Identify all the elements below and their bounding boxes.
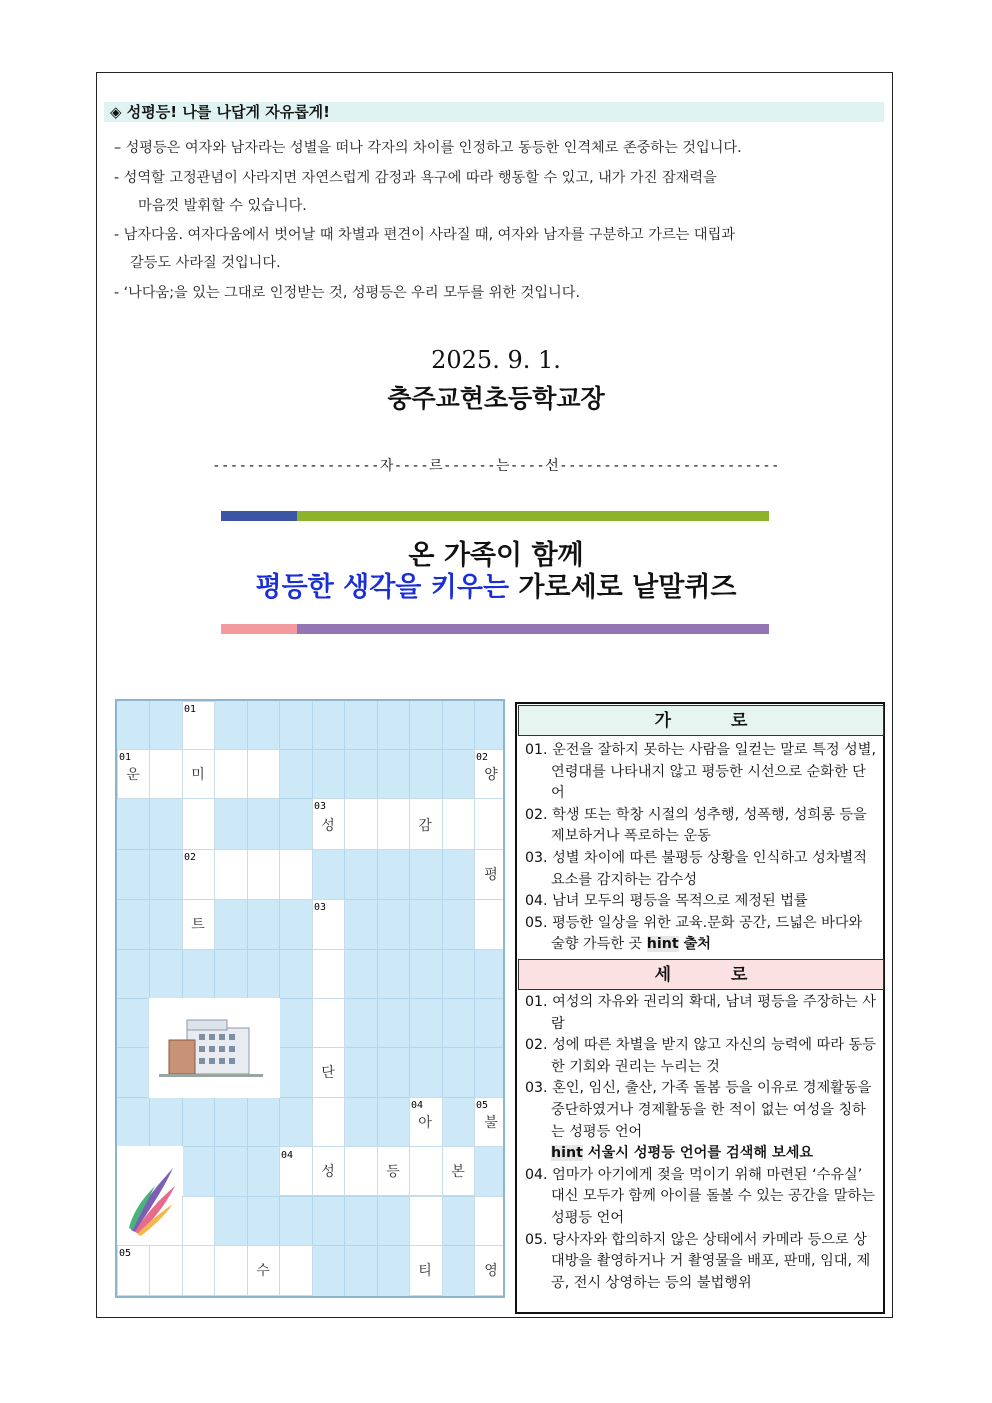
crossword-cell[interactable] bbox=[344, 798, 378, 850]
decor-bar-top-right bbox=[297, 511, 769, 521]
across-clue-1: 01. 운전을 잘하지 못하는 사람을 일컫는 말로 특정 성별, 연령대를 나타내지 않고 평등한 시선으로 순화한 단어 bbox=[525, 742, 876, 802]
quiz-title-line2 bbox=[0, 570, 992, 606]
down-clue-2: 02. 성에 따른 차별을 받지 않고 자신의 능력에 따라 동등한 기회와 권리는 누리는 것 bbox=[525, 1037, 876, 1075]
crossword-cell[interactable] bbox=[247, 749, 280, 799]
crossword-cell[interactable] bbox=[344, 1146, 378, 1196]
crossword-letter: 성 bbox=[321, 1164, 335, 1180]
across-clue-5-text: 05. 평등한 일상을 위한 교육.문화 공간, 드넓은 바다와 술향 가득한 곳 bbox=[525, 914, 863, 953]
crossword-cell[interactable] bbox=[279, 1245, 313, 1296]
across-clue-2: 02. 학생 또는 학창 시절의 성추행, 성폭행, 성희롱 등을 제보하거나 폭로하는 운동 bbox=[525, 806, 867, 845]
clue-number: 02 bbox=[476, 752, 489, 763]
principal-signature: 충주교현초등학교장 bbox=[387, 384, 605, 413]
cut-line: -------------------자----르------는----선------------------------- bbox=[212, 458, 780, 474]
crossword-letter: 단 bbox=[321, 1065, 335, 1081]
quiz-title-line1: 온 가족이 함께 bbox=[408, 540, 584, 571]
clue-number: 03 bbox=[314, 801, 327, 812]
crossword-cell[interactable] bbox=[377, 798, 410, 850]
school-building-image bbox=[149, 998, 280, 1098]
quiz-title-rest: 가로세로 낱말퀴즈 bbox=[509, 572, 737, 603]
section-title-text: 성평등! 나를 나답게 자유롭게! bbox=[126, 103, 331, 121]
crossword-letter: 등 bbox=[386, 1164, 400, 1180]
school-building-icon bbox=[149, 998, 280, 1098]
decor-bar-top-left bbox=[221, 511, 297, 521]
decor-bar-bottom-right bbox=[297, 624, 769, 634]
crossword-cell[interactable] bbox=[247, 849, 280, 900]
across-clues bbox=[525, 740, 879, 956]
crossword-cell[interactable] bbox=[474, 1196, 505, 1246]
clue-number: 01 bbox=[184, 704, 197, 715]
crossword-letter: 불 bbox=[484, 1115, 498, 1131]
down-clue-3: 03. 혼인, 임신, 출산, 가족 돌봄 등을 이유로 경제활동을 중단하였거나 경제활동을 한 적이 없는 여성을 칭하는 성평등 언어 bbox=[525, 1080, 872, 1140]
across-clue-5 bbox=[525, 913, 879, 956]
brush-logo-icon bbox=[117, 1146, 183, 1246]
crossword-letter: 아 bbox=[418, 1115, 432, 1131]
crossword-letter: 감 bbox=[418, 818, 432, 834]
crossword-letter: 운 bbox=[126, 767, 140, 783]
crossword-letter: 평 bbox=[484, 867, 498, 883]
crossword-cell[interactable] bbox=[149, 749, 183, 799]
crossword-cell[interactable] bbox=[409, 1146, 443, 1196]
crossword-letter: 티 bbox=[418, 1263, 432, 1279]
paragraph-1: – 성평등은 여자와 남자라는 성별을 떠나 각자의 차이를 인정하고 동등한 인격체로 존중하는 것입니다. bbox=[114, 140, 742, 156]
crossword-cell[interactable] bbox=[442, 798, 475, 850]
clues-panel bbox=[515, 702, 885, 1314]
crossword-letter: 영 bbox=[484, 1263, 498, 1279]
across-clue-5-source: 출처 bbox=[678, 936, 711, 953]
crossword-letter: 본 bbox=[451, 1164, 465, 1180]
across-heading: 가로 bbox=[518, 705, 884, 736]
crossword-cell[interactable] bbox=[409, 1196, 443, 1246]
crossword-cell[interactable] bbox=[474, 798, 505, 850]
paragraph-3: - 남자다움. 여자다움에서 벗어날 때 차별과 편견이 사라질 때, 여자와 남자를 구분하고 가르는 대립과 bbox=[114, 227, 735, 243]
crossword-letter: 성 bbox=[321, 818, 335, 834]
crossword-letter: 양 bbox=[484, 767, 498, 783]
paragraph-2: - 성역할 고정관념이 사라지면 자연스럽게 감정과 욕구에 따라 행동할 수 있고, 내가 가진 잠재력을 bbox=[114, 170, 717, 186]
crossword-letter: 트 bbox=[191, 917, 205, 933]
decor-bar-bottom-left bbox=[221, 624, 297, 634]
paragraph-3-cont: 갈등도 사라질 것입니다. bbox=[130, 255, 281, 271]
crossword-cell[interactable] bbox=[312, 1097, 345, 1147]
clue-number: 03 bbox=[314, 902, 327, 913]
crossword-cell[interactable] bbox=[279, 849, 313, 900]
crossword-cell[interactable] bbox=[182, 798, 215, 850]
across-clue-3: 03. 성별 차이에 따른 불평등 상황을 인식하고 성차별적 요소를 감지하는 감수성 bbox=[525, 849, 867, 888]
clue-number: 05 bbox=[119, 1248, 132, 1259]
down-hint-text: 서울시 성평등 언어를 검색해 보세요 bbox=[582, 1145, 814, 1162]
crossword-cell[interactable] bbox=[312, 998, 345, 1048]
paragraph-4: - ‘나다움;을 있는 그대로 인정받는 것, 성평등은 우리 모두를 위한 것입니다. bbox=[114, 285, 580, 301]
crossword-letter: 수 bbox=[256, 1263, 270, 1279]
clue-number: 04 bbox=[281, 1150, 294, 1161]
paragraph-2-cont: 마음껏 발휘할 수 있습니다. bbox=[138, 198, 307, 214]
crossword-cell[interactable] bbox=[474, 899, 505, 950]
down-heading: 세로 bbox=[518, 959, 884, 990]
across-clue-4: 04. 남녀 모두의 평등을 목적으로 제정된 법률 bbox=[525, 893, 808, 910]
crossword-cell[interactable] bbox=[312, 949, 345, 999]
crossword-cell[interactable] bbox=[149, 1245, 183, 1296]
crossword-letter: 미 bbox=[191, 767, 205, 783]
down-clue-4: 04. 엄마가 아기에게 젖을 먹이기 위해 마련된 ‘수유실’ 대신 모두가 함께 아이를 돌볼 수 있는 공간을 말하는 성평등 언어 bbox=[525, 1166, 875, 1226]
down-clues bbox=[525, 992, 879, 1294]
diamond-bullet-icon: ◈ bbox=[110, 103, 122, 121]
hint-label: hint bbox=[646, 936, 679, 953]
clue-number: 04 bbox=[411, 1100, 424, 1111]
down-clue-1: 01. 여성의 자유와 권리의 확대, 남녀 평등을 주장하는 사람 bbox=[525, 994, 876, 1032]
crossword-cell[interactable] bbox=[214, 749, 248, 799]
clue-number: 01 bbox=[119, 752, 132, 763]
hint-label: hint bbox=[551, 1145, 583, 1162]
crossword-cell[interactable] bbox=[182, 1196, 215, 1246]
date: 2025. 9. 1. bbox=[431, 346, 561, 374]
section-title bbox=[104, 102, 884, 122]
down-clue-5: 05. 당사자와 합의하지 않은 상태에서 카메라 등으로 상대방을 촬영하거나 거 촬영물을 배포, 판매, 임대, 제공, 전시 상영하는 등의 불법행위 bbox=[525, 1231, 871, 1291]
crossword-cell[interactable] bbox=[214, 849, 248, 900]
clue-number: 05 bbox=[476, 1100, 489, 1111]
logo-image bbox=[117, 1146, 183, 1246]
quiz-title-highlight: 평등한 생각을 키우는 bbox=[255, 572, 510, 603]
crossword-grid bbox=[115, 699, 505, 1298]
crossword-cell[interactable] bbox=[214, 1245, 248, 1296]
clue-number: 02 bbox=[184, 852, 197, 863]
crossword-cell[interactable] bbox=[182, 1245, 215, 1296]
